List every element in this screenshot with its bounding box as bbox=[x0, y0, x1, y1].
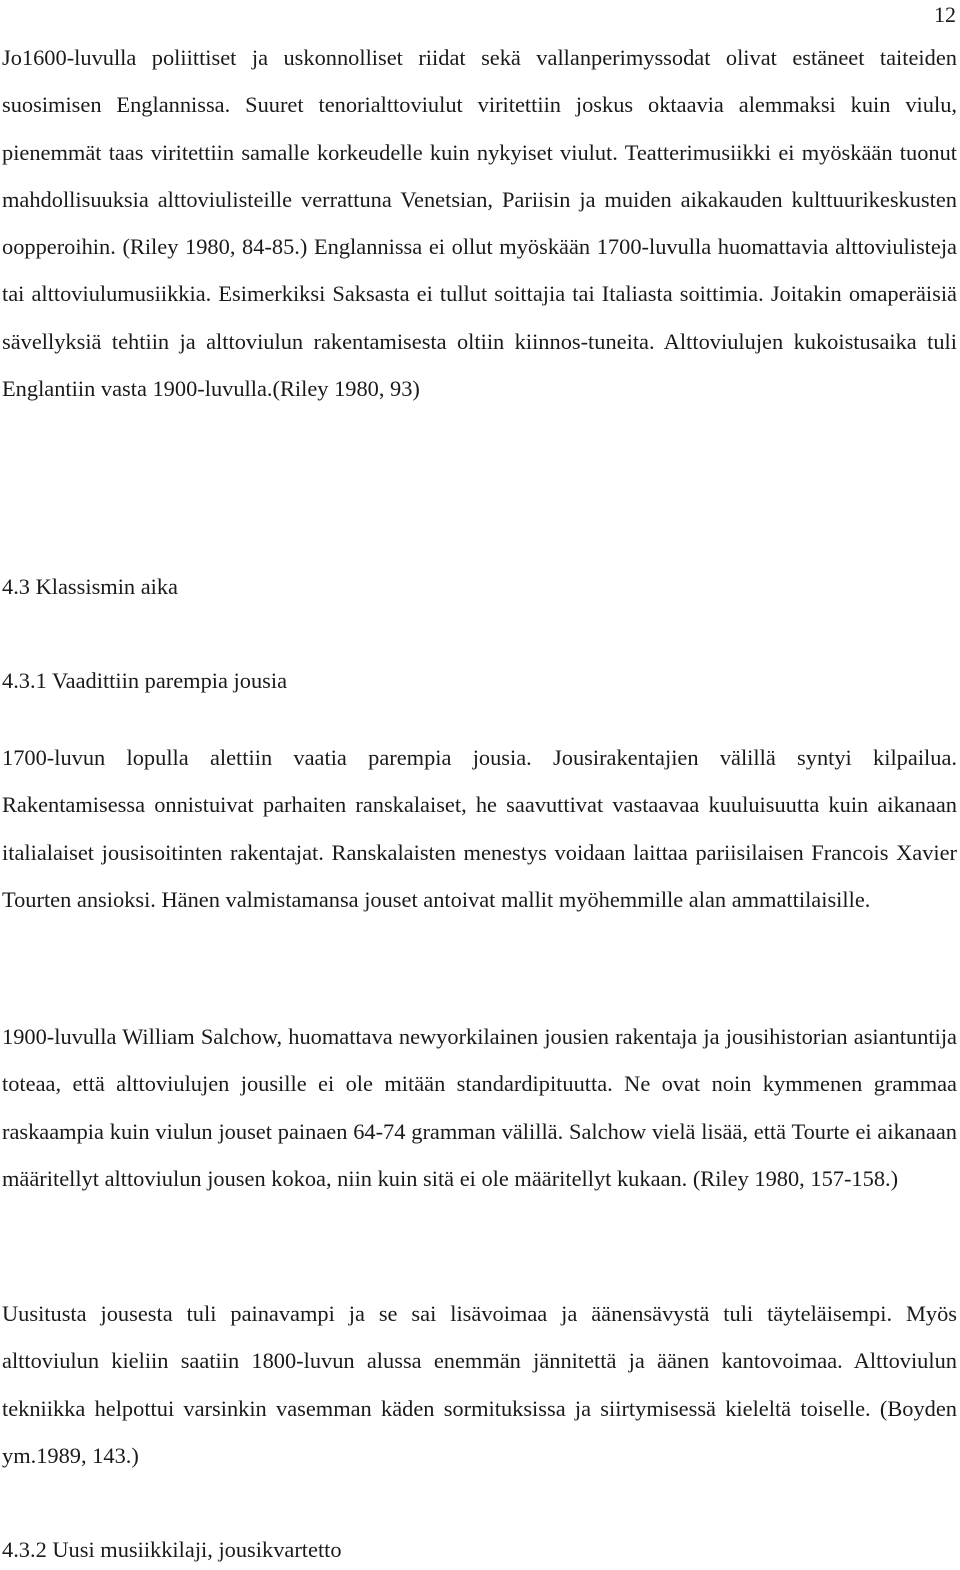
paragraph-new-bow: Uusitusta jousesta tuli painavampi ja se sai lisävoimaa ja äänensävystä tuli täyteläisempi. Myös alttoviulun kieliin saatiin 1800-luvun alussa enemmän jännitettä ja äänen kantovoimaa. Alttoviulun tekniikka helpottui varsinkin vasemman käden sormituksissa ja siirtymisessä kieleltä toiselle. (Boyden ym.1989, 143.) bbox=[2, 1301, 957, 1468]
paragraph-english-viola-history: Jo1600-luvulla poliittiset ja uskonnolliset riidat sekä vallanperimyssodat olivat estäneet taiteiden suosimisen Englannissa. Suuret tenorialttoviulut viritettiin joskus oktaavia alemmaksi kuin viulu, pienemmät taas viritettiin samalle korkeudelle kuin nykyiset viulut. Teatterimusiikki ei myöskään tuonut mahdollisuuksia alttoviulisteille verrattuna Venetsian, Pariisin ja muiden aikakauden kulttuurikeskusten oopperoihin. (Riley 1980, 84-85.) Englannissa ei ollut myöskään 1700-luvulla huomattavia alttoviulisteja tai alttoviulumusiikkia. Esimerkiksi Saksasta ei tullut soittajia tai Italiasta soittimia. Joitakin omaperäisiä sävellyksiä tehtiin ja alttoviulun rakentamisesta oltiin kiinnos-tuneita. Alttoviulujen kukoistusaika tuli Englantiin vasta 1900-luvulla.(Riley 1980, 93) bbox=[2, 45, 957, 402]
paragraph-salchow: 1900-luvulla William Salchow, huomattava newyorkilainen jousien rakentaja ja jousihistorian asiantuntija toteaa, että alttoviulujen jousille ei ole mitään standardipituutta. Ne ovat noin kymmenen grammaa raskaampia kuin viulun jouset painaen 64-74 gramman välillä. Salchow vielä lisää, että Tourte ei aikanaan määritellyt alttoviulun jousen kokoa, niin kuin sitä ei ole määritellyt kukaan. (Riley 1980, 157-158.) bbox=[2, 1024, 957, 1191]
paragraph-bow-makers: 1700-luvun lopulla alettiin vaatia parempia jousia. Jousirakentajien välillä syntyi kilpailua. Rakentamisessa onnistuivat parhaiten ranskalaiset, he saavuttivat vastaavaa kuuluisuutta kuin aikanaan italialaiset jousisoitinten rakentajat. Ranskalaisten menestys voidaan laittaa pariisilaisen Francois Xavier Tourten ansioksi. Hänen valmistamansa jouset antoivat mallit myöhemmille alan ammattilaisille. bbox=[2, 745, 957, 912]
section-heading-classicism: 4.3 Klassismin aika bbox=[2, 574, 178, 599]
subsection-heading-better-bows: 4.3.1 Vaadittiin parempia jousia bbox=[2, 668, 288, 693]
subsection-heading-string-quartet: 4.3.2 Uusi musiikkilaji, jousikvartetto bbox=[2, 1537, 342, 1562]
page-number: 12 bbox=[934, 2, 956, 27]
